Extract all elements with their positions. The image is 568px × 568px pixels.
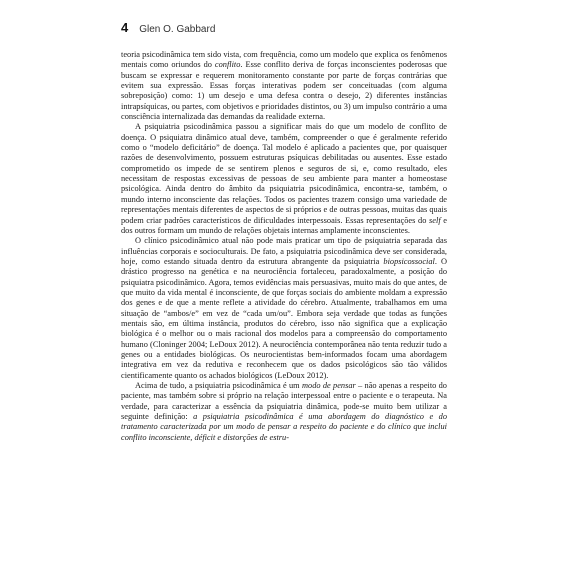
italic-text: self <box>429 215 441 225</box>
italic-text: modo de pensar <box>302 381 356 390</box>
italic-text: conflito <box>214 60 241 70</box>
text-segment: e dos outros formam um mundo de relações objetais internas amplamente inconscientes. <box>121 215 447 235</box>
paragraph <box>121 236 447 381</box>
text-segment: A psiquiatria psicodinâmica passou a significar mais do que um modelo de conflito de doença. O psiquiatra dinâmico atual deve, também, compreender o que é geralmente referido como o “modelo deficitário” de doença. Tal modelo é aplicado a pacientes que, por quaisquer razões de desenvolvimento, possuem estruturas psíquicas debilitadas ou ausentes. Esse estado comprometido os impede de se sentirem plenos e seguros de si, e, como resultado, eles necessitam de respostas excessivas de pessoas de seu ambiente para manter a homeostase psicológica. Ainda dentro do âmbito da psiquiatria psicodinâmica, encontra-se, também, o mundo interno inconsciente das relações. Todos os pacientes trazem consigo uma variedade de representações mentais diferentes de aspectos de si próprios e de outras pessoas, muitas das quais podem criar padrões característicos de dificuldades interpessoais. Essas representações do <box>121 122 447 225</box>
page-number: 4 <box>121 20 129 35</box>
paragraph <box>121 122 447 236</box>
text-segment: teoria psicodinâmica tem sido vista, com frequência, como um modelo que explica os fenômenos mentais como oriundos do <box>121 50 447 70</box>
text-segment: O clínico psicodinâmico atual não pode mais praticar um tipo de psiquiatria separada das influências corporais e socioculturais. De fato, a psiquiatria psicodinâmica deve ser considerada, hoje, como estando situada dentro da estrutura abrangente da psiquiatria <box>121 236 447 266</box>
paragraph <box>121 381 447 443</box>
italic-text: a psiquiatria psicodinâmica é uma abordagem do diagnóstico e do tratamento caracterizada por um modo de pensar a respeito do paciente e do clínico que inclui conflito inconsciente, déficit e distorções de estru- <box>121 412 447 442</box>
running-head <box>121 20 215 35</box>
running-head-author: Glen O. Gabbard <box>139 24 216 35</box>
text-segment: . O drástico progresso na genética e na neurociência fortaleceu, paradoxalmente, a posição do psiquiatra psicodinâmico. Agora, temos evidências mais persuasivas, muito mais do que antes, de que muito da vida mental é inconsciente, de que forças sociais do ambiente moldam a expressão dos genes e de que a mente reflete a atividade do cérebro. Atualmente, trabalhamos em uma situação de “ambos/e” em vez de “cada um/ou”. Embora seja verdade que todas as funções mentais são, em última instância, produtos do cérebro, isso não significa que a explicação biológica é o melhor ou o mais racional dos modelos para a compreensão do comportamento humano (Cloninger 2004; LeDoux 2012). A neurociência contemporânea não tenta reduzir tudo a genes ou a entidades biológicas. Os neurocientistas bem-informados focam uma abordagem integrativa em vez da redutiva e reconhecem que os dados psicológicos são tão válidos cientificamente quanto os achados biológicos (LeDoux 2012). <box>121 256 447 380</box>
text-segment: – não apenas a respeito do paciente, mas também sobre si próprio na relação interpessoal entre o paciente e o terapeuta. Na verdade, para caracterizar a essência da psiquiatria dinâmica, pode-se muito bem utilizar a seguinte definição: <box>121 381 447 422</box>
italic-text: biopsicossocial <box>383 256 435 266</box>
text-segment: . Esse conflito deriva de forças inconscientes poderosas que buscam se expressar e requerem monitoramento constante por parte de forças contrárias que evitem sua expressão. Essas forças interativas podem ser conceituadas (com alguma sobreposição) como: 1) um desejo e uma defesa contra o desejo, 2) diferentes instâncias intrapsíquicas, ou partes, com objetivos e prioridades distintos, ou 3) um impulso contrário a uma consciência internalizada das demandas da realidade externa. <box>121 60 447 122</box>
text-segment: Acima de tudo, a psiquiatria psicodinâmica é um <box>135 381 302 390</box>
paragraph <box>121 50 447 122</box>
body-text <box>121 50 447 443</box>
